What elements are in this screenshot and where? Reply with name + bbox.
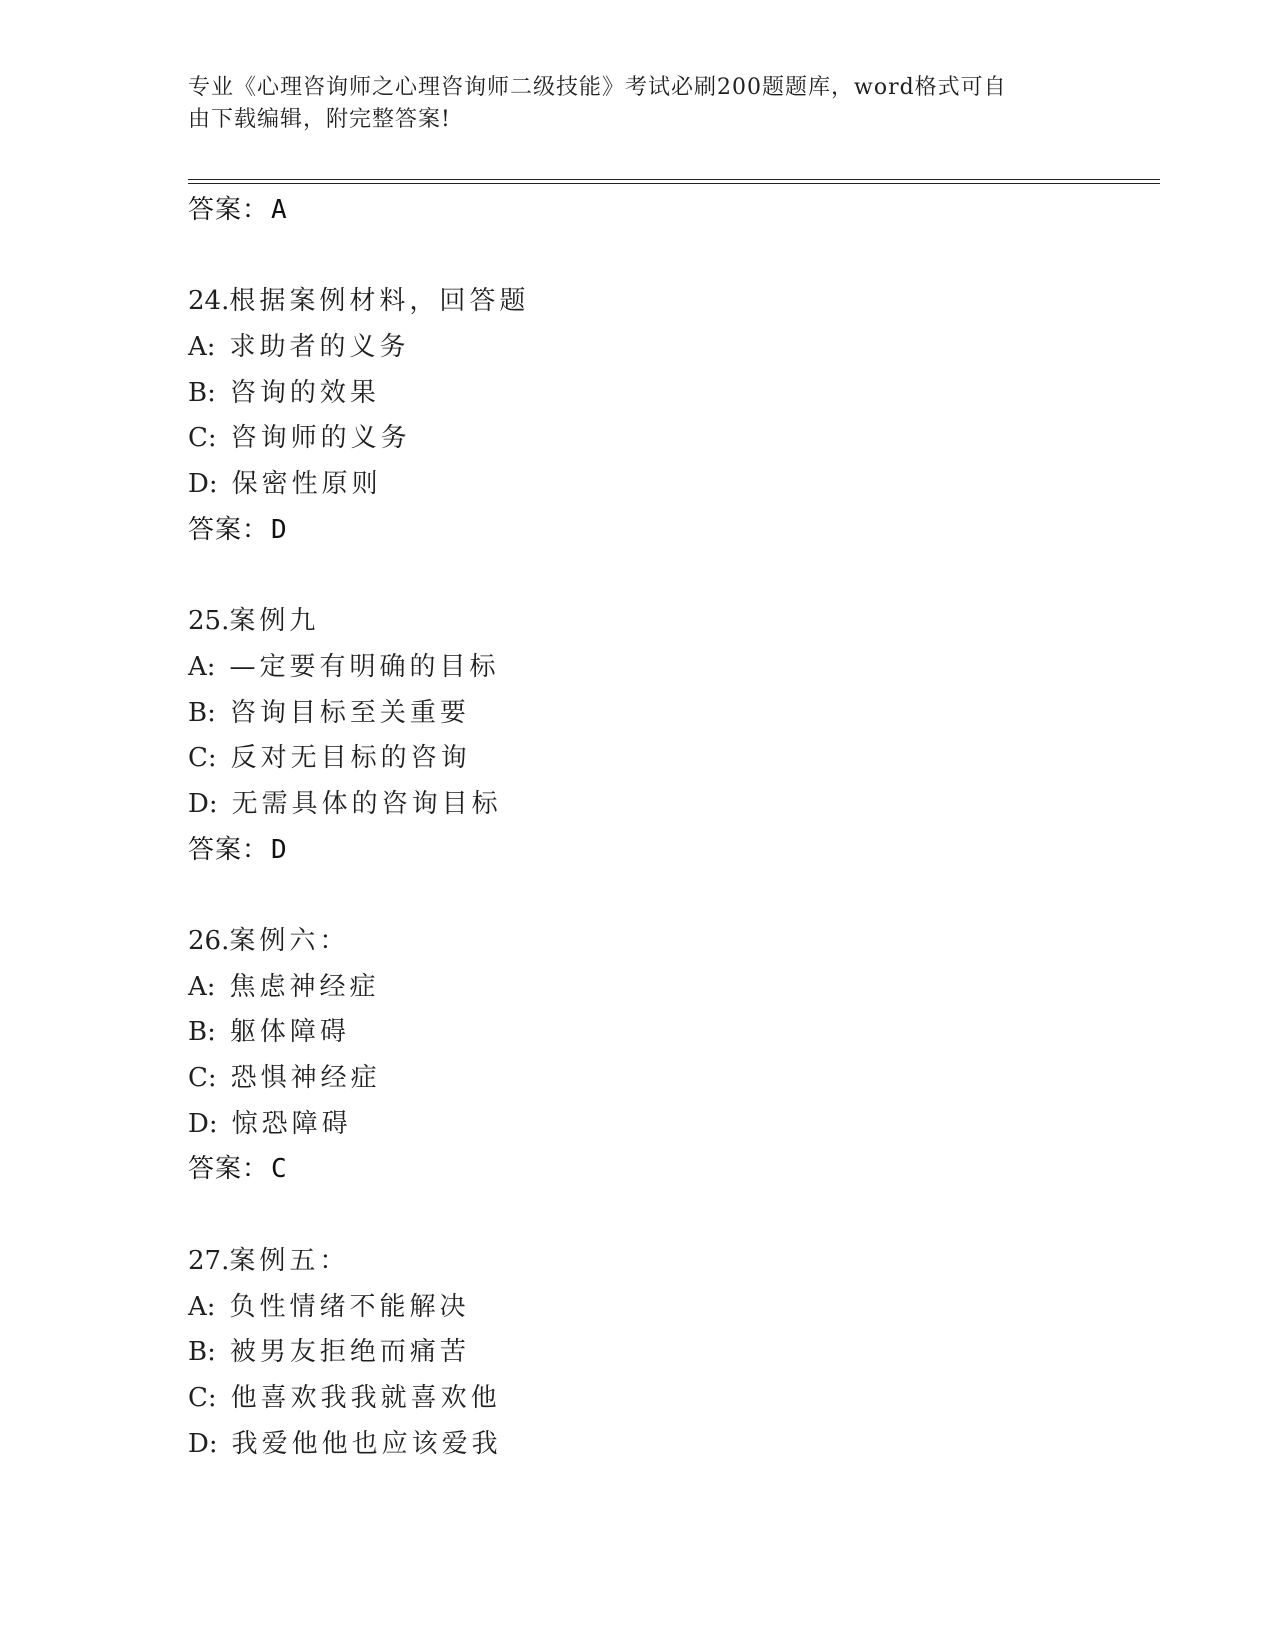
header-divider-thick <box>188 183 1160 184</box>
option-item <box>188 965 1138 1011</box>
option-item <box>188 1285 1138 1331</box>
header-divider-thin <box>188 179 1160 180</box>
option-text: 他喜欢我我就喜欢他 <box>230 1382 501 1413</box>
question-number: 26. <box>188 926 230 956</box>
option-text: —定要有明确的目标 <box>229 651 500 682</box>
option-text: 我爱他他也应该爱我 <box>231 1428 502 1459</box>
answer-label: 答案： <box>188 195 270 225</box>
option-text: 咨询师的义务 <box>230 423 411 454</box>
question-number: 24. <box>188 286 230 317</box>
option-prefix: B: <box>188 1337 216 1368</box>
question-gap <box>188 554 1138 600</box>
option-prefix: C: <box>188 1063 217 1094</box>
option-prefix: A: <box>188 651 216 682</box>
option-prefix: B: <box>188 1017 216 1048</box>
answer-label: 答案： <box>188 1154 270 1185</box>
option-prefix: A: <box>188 332 216 363</box>
option-text: 被男友拒绝而痛苦 <box>229 1337 470 1368</box>
option-prefix: D: <box>188 1108 218 1139</box>
option-item <box>188 1010 1138 1056</box>
question-block <box>188 919 1138 1239</box>
option-prefix: C: <box>188 1382 217 1413</box>
option-item <box>188 371 1138 417</box>
question-stem <box>188 279 1138 325</box>
answer-label: 答案： <box>188 514 270 545</box>
option-text: 反对无目标的咨询 <box>230 743 471 774</box>
option-item <box>188 782 1138 828</box>
answer-value: D <box>271 834 288 865</box>
question-text: 案例六： <box>229 926 350 956</box>
question-gap <box>188 234 1138 280</box>
option-text: 无需具体的咨询目标 <box>231 788 502 819</box>
header-line-2: 由下载编辑，附完整答案! <box>188 107 451 132</box>
question-list <box>188 188 1138 1467</box>
option-item <box>188 325 1138 371</box>
answer-line <box>188 828 1138 874</box>
option-text: 恐惧神经症 <box>230 1063 381 1094</box>
option-prefix: A: <box>188 971 216 1002</box>
answer-value: C <box>271 1154 288 1185</box>
option-item <box>188 645 1138 691</box>
option-text: 惊恐障碍 <box>231 1108 352 1139</box>
header-line-1: 专业《心理咨询师之心理咨询师二级技能》考试必刷200题题库，word格式可自 <box>188 75 1007 100</box>
question-text: 根据案例材料，回答题 <box>229 286 530 317</box>
option-item <box>188 462 1138 508</box>
question-gap <box>188 1193 1138 1239</box>
question-stem <box>188 1239 1138 1285</box>
option-prefix: C: <box>188 743 217 774</box>
option-item <box>188 1422 1138 1468</box>
answer-line <box>188 508 1138 554</box>
question-number: 27. <box>188 1245 230 1276</box>
option-prefix: B: <box>188 697 216 728</box>
document-header <box>188 72 1078 136</box>
question-text: 案例五： <box>229 1245 350 1276</box>
question-number: 25. <box>188 606 230 637</box>
option-text: 保密性原则 <box>231 469 382 500</box>
option-prefix: D: <box>188 1428 218 1459</box>
option-prefix: A: <box>188 1291 216 1322</box>
option-text: 咨询的效果 <box>229 377 380 408</box>
question-stem <box>188 599 1138 645</box>
question-stem <box>188 919 1138 965</box>
option-item <box>188 1102 1138 1148</box>
questions-container <box>188 279 1138 1467</box>
answer-line <box>188 1147 1138 1193</box>
option-item <box>188 736 1138 782</box>
question-gap <box>188 873 1138 919</box>
question-text: 案例九 <box>229 606 320 637</box>
option-prefix: D: <box>188 469 218 500</box>
option-text: 焦虑神经症 <box>229 971 380 1002</box>
question-block <box>188 1239 1138 1467</box>
answer-label: 答案： <box>188 834 270 865</box>
option-item <box>188 1376 1138 1422</box>
option-prefix: B: <box>188 377 216 408</box>
option-item <box>188 1056 1138 1102</box>
option-prefix: C: <box>188 423 217 454</box>
option-text: 咨询目标至关重要 <box>229 697 470 728</box>
option-item <box>188 416 1138 462</box>
option-text: 求助者的义务 <box>229 332 410 363</box>
answer-value: D <box>271 514 288 545</box>
option-text: 躯体障碍 <box>229 1017 350 1048</box>
question-block <box>188 279 1138 599</box>
option-item <box>188 1330 1138 1376</box>
option-prefix: D: <box>188 788 218 819</box>
question-block <box>188 599 1138 919</box>
option-item <box>188 691 1138 737</box>
answer-value: A <box>271 195 288 225</box>
answer-line-previous <box>188 188 1138 234</box>
option-text: 负性情绪不能解决 <box>229 1291 470 1322</box>
